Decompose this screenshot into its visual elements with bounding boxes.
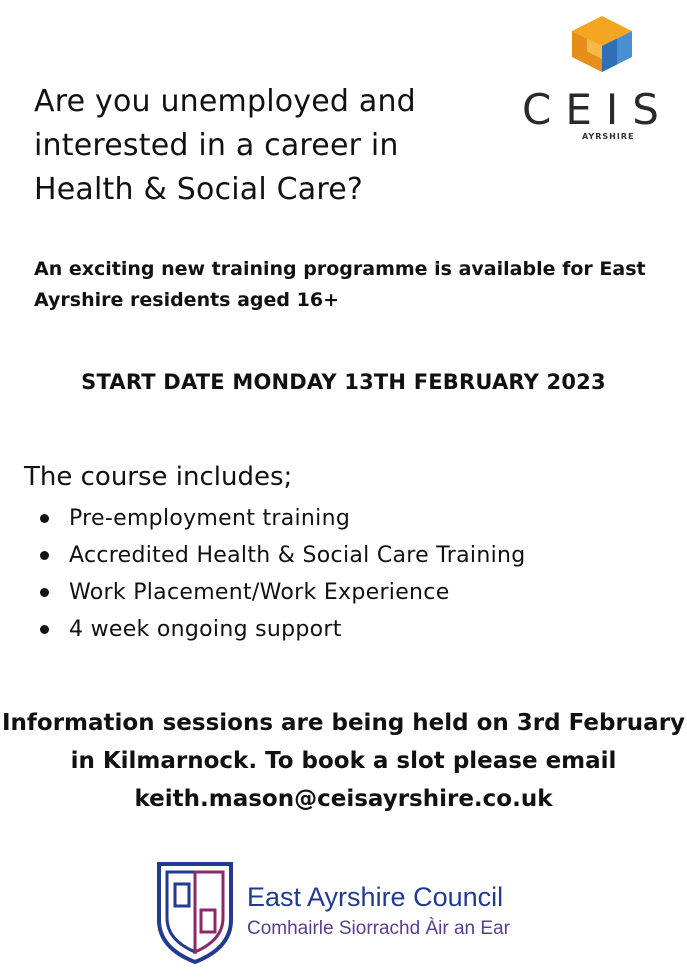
ceis-logo xyxy=(522,16,682,146)
course-item xyxy=(40,574,526,611)
info-sessions-text: Information sessions are being held on 3rd February in Kilmarnock. To book a slot please email keith.mason@ceisayrshire.co.uk xyxy=(1,710,686,812)
council-gaelic-name: Comhairle Siorrachd Àir an Ear xyxy=(247,918,510,939)
ceis-cube-icon xyxy=(570,16,634,74)
course-item xyxy=(40,537,526,574)
course-item-text: 4 week ongoing support xyxy=(69,617,342,642)
bullet-icon xyxy=(40,625,49,634)
council-name: East Ayrshire Council xyxy=(247,882,504,912)
course-list xyxy=(40,500,526,648)
ceis-wordmark: CEIS xyxy=(522,85,673,134)
course-item-text: Accredited Health & Social Care Training xyxy=(69,543,526,568)
start-date: START DATE MONDAY 13TH FEBRUARY 2023 xyxy=(81,370,606,394)
east-ayrshire-council-logo xyxy=(155,860,555,965)
course-item xyxy=(40,611,526,648)
course-item-text: Work Placement/Work Experience xyxy=(69,580,450,605)
council-crest-icon xyxy=(155,860,235,964)
course-item-text: Pre-employment training xyxy=(69,506,351,531)
course-heading: The course includes; xyxy=(24,462,293,492)
intro-text: An exciting new training programme is available for East Ayrshire residents aged 16+ xyxy=(34,258,646,311)
ceis-subtitle: AYRSHIRE xyxy=(582,132,635,141)
bullet-icon xyxy=(40,588,49,597)
bullet-icon xyxy=(40,551,49,560)
headline: Are you unemployed and interested in a career in Health & Social Care? xyxy=(34,84,416,207)
bullet-icon xyxy=(40,514,49,523)
course-item xyxy=(40,500,526,537)
